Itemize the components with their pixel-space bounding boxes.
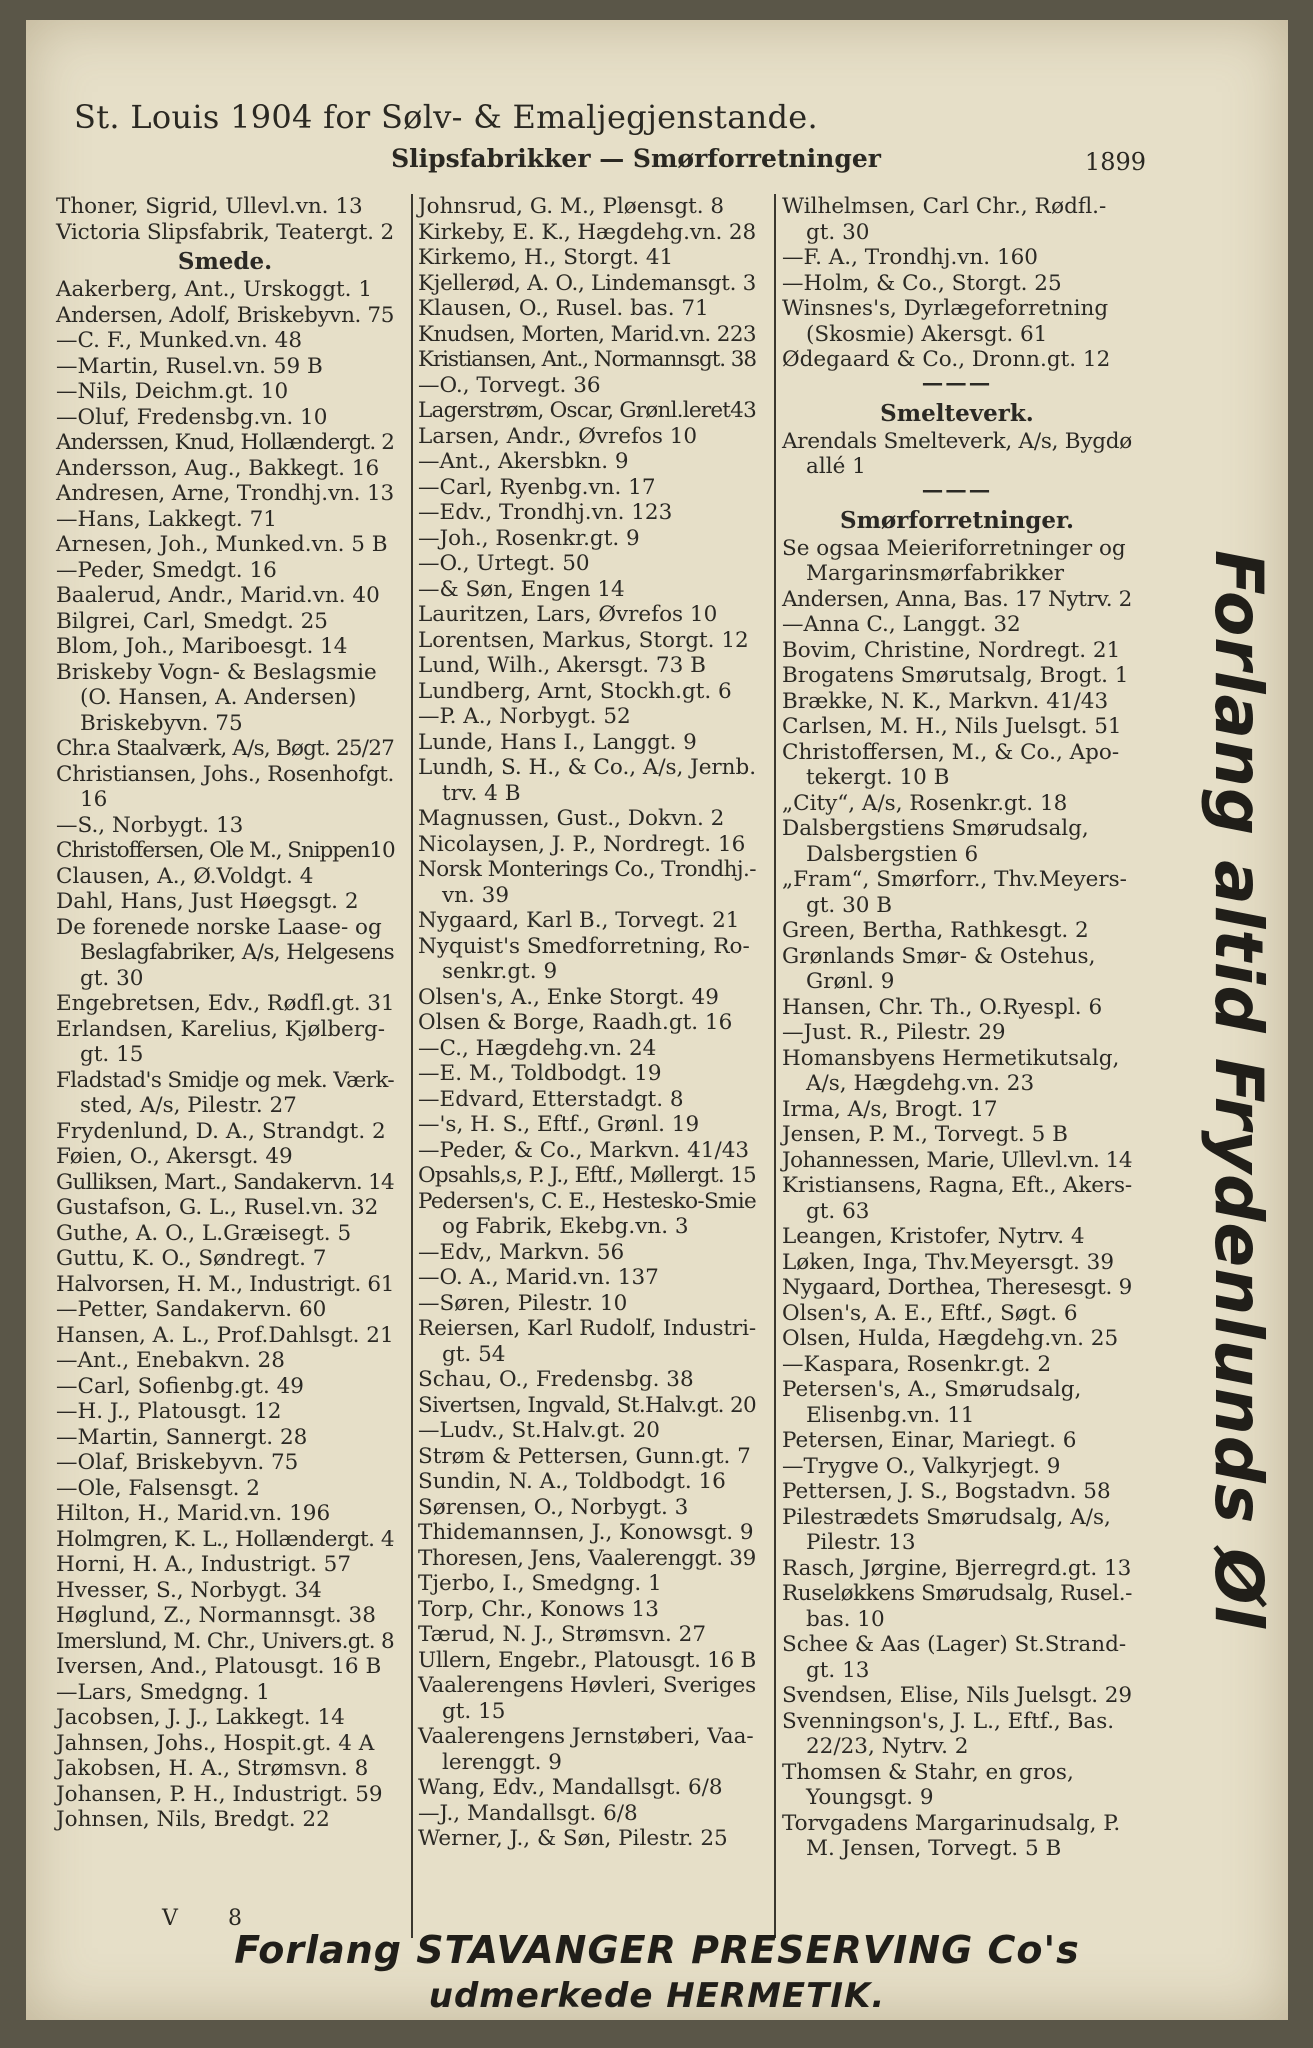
directory-entry: M. Jensen, Torvegt. 5 B <box>806 1836 1062 1861</box>
directory-entry: Bilgrei, Carl, Smedgt. 25 <box>56 608 328 634</box>
directory-entry: Norsk Monterings Co., Trondhj.- <box>418 857 756 882</box>
directory-entry: Thomsen & Stahr, en gros, <box>782 1759 1074 1785</box>
directory-entry: Kjellerød, A. O., Lindemansgt. 3 <box>418 270 756 296</box>
directory-entry: Thoner, Sigrid, Ullevl.vn. 13 <box>56 194 363 219</box>
directory-entry: Nyquist's Smedforretning, Ro- <box>418 933 750 959</box>
directory-entry: tekergt. 10 B <box>806 765 950 790</box>
footer-advertisement-line-1: Forlang STAVANGER PRESERVING Co's <box>234 1928 1080 1972</box>
directory-entry: —Trygve O., Valkyrjegt. 9 <box>782 1453 1061 1479</box>
directory-entry: Høglund, Z., Normannsgt. 38 <box>56 1603 376 1628</box>
directory-entry: Svenningson's, J. L., Eftf., Bas. <box>782 1708 1115 1734</box>
directory-entry: —Anna C., Langgt. 32 <box>782 612 1021 637</box>
directory-entry: bas. 10 <box>806 1606 885 1632</box>
section-separator: ——— <box>921 370 993 396</box>
directory-entry: Dalsbergstien 6 <box>806 841 979 867</box>
directory-entry: Iversen, And., Platousgt. 16 B <box>56 1654 382 1679</box>
directory-entry: Horni, H. A., Industrigt. 57 <box>56 1552 352 1577</box>
directory-entry: allé 1 <box>806 454 866 479</box>
directory-entry: Sundin, N. A., Toldbodgt. 16 <box>418 1469 726 1494</box>
directory-entry: —Kaspara, Rosenkr.gt. 2 <box>782 1351 1052 1377</box>
directory-entry: Pedersen's, C. E., Hestesko-Smie <box>418 1188 756 1214</box>
directory-entry: Engebretsen, Edv., Rødfl.gt. 31 <box>56 991 395 1016</box>
directory-entry: Beslagfabriker, A/s, Helgesens <box>80 940 394 965</box>
directory-entry: —Lars, Smedgng. 1 <box>56 1679 270 1705</box>
directory-entry: Leangen, Kristofer, Nytrv. 4 <box>782 1224 1085 1249</box>
section-heading: Smørforretninger. <box>839 506 1075 534</box>
directory-entry: —Ludv., St.Halv.gt. 20 <box>418 1418 660 1443</box>
directory-entry: —J., Mandallsgt. 6/8 <box>418 1800 638 1826</box>
directory-entry: Ødegaard & Co., Dronn.gt. 12 <box>782 347 1111 372</box>
directory-entry: —O., Urtegt. 50 <box>418 551 590 576</box>
directory-entry: Kristiansens, Ragna, Eft., Akers- <box>782 1173 1132 1198</box>
directory-entry: —Petter, Sandakervn. 60 <box>56 1297 327 1322</box>
directory-entry: Hansen, Chr. Th., O.Ryespl. 6 <box>782 994 1103 1020</box>
directory-entry: Johannessen, Marie, Ullevl.vn. 14 <box>782 1147 1132 1173</box>
directory-entry: Olsen's, A. E., Eftf., Søgt. 6 <box>782 1300 1078 1326</box>
directory-entry: Clausen, A., Ø.Voldgt. 4 <box>56 863 314 889</box>
directory-entry: —'s, H. S., Eftf., Grønl. 19 <box>418 1112 700 1137</box>
directory-entry: Homansbyens Hermetikutsalg, <box>782 1045 1120 1071</box>
directory-entry: Youngsgt. 9 <box>806 1785 934 1810</box>
directory-entry: —C. F., Munked.vn. 48 <box>56 328 303 353</box>
directory-entry: gt. 30 B <box>806 892 893 918</box>
directory-entry: Guthe, A. O., L.Græisegt. 5 <box>56 1220 352 1246</box>
directory-entry: Magnussen, Gust., Dokvn. 2 <box>418 806 725 831</box>
directory-entry: Carlsen, M. H., Nils Juelsgt. 51 <box>782 714 1122 739</box>
directory-entry: —Holm, & Co., Storgt. 25 <box>782 270 1062 296</box>
directory-entry: Fladstad's Smidje og mek. Værk- <box>56 1067 394 1093</box>
directory-entry: Andersson, Aug., Bakkegt. 16 <box>56 455 380 481</box>
directory-entry: Jahnsen, Johs., Hospit.gt. 4 A <box>56 1730 375 1756</box>
directory-entry: 22/23, Nytrv. 2 <box>806 1734 969 1759</box>
signature-number: 8 <box>228 1906 242 1931</box>
directory-entry: Halvorsen, H. M., Industrigt. 61 <box>56 1271 394 1297</box>
directory-entry: Lundberg, Arnt, Stockh.gt. 6 <box>418 678 732 704</box>
directory-entry: Christoffersen, M., & Co., Apo- <box>782 739 1120 765</box>
directory-entry: —S., Norbygt. 13 <box>56 812 244 838</box>
directory-entry: Pettersen, J. S., Bogstadvn. 58 <box>782 1479 1111 1504</box>
directory-entry: lerenggt. 9 <box>442 1749 562 1775</box>
directory-entry: Victoria Slipsfabrik, Teatergt. 2 <box>56 219 394 245</box>
directory-entry: —Carl, Sofienbg.gt. 49 <box>56 1373 304 1399</box>
directory-entry: —Ole, Falsensgt. 2 <box>56 1475 260 1501</box>
directory-entry: Tærud, N. J., Strømsvn. 27 <box>418 1622 707 1647</box>
footer-advertisement-line-2: udmerkede HERMETIK. <box>428 1976 886 2016</box>
signature-letter: V <box>162 1906 178 1931</box>
directory-entry: „Fram“, Smørforr., Thv.Meyers- <box>782 867 1127 892</box>
directory-entry: Brogatens Smørutsalg, Brogt. 1 <box>782 663 1129 688</box>
directory-entry: Guttu, K. O., Søndregt. 7 <box>56 1246 327 1271</box>
directory-entry: Andersen, Adolf, Briskebyvn. 75 <box>56 302 395 328</box>
directory-entry: Grønlands Smør- & Ostehus, <box>782 943 1096 969</box>
directory-entry: Jacobsen, J. J., Lakkegt. 14 <box>56 1705 345 1730</box>
directory-entry: Klausen, O., Rusel. bas. 71 <box>418 296 709 321</box>
directory-entry: Vaalerengens Jernstøberi, Vaa- <box>418 1724 754 1749</box>
directory-entry: —C., Hægdehg.vn. 24 <box>418 1035 657 1061</box>
directory-entry: Elisenbg.vn. 11 <box>806 1402 975 1428</box>
directory-entry: Ruseløkkens Smørudsalg, Rusel.- <box>782 1581 1132 1606</box>
directory-entry: —Martin, Sannergt. 28 <box>56 1424 308 1450</box>
directory-entry: Erlandsen, Karelius, Kjølberg- <box>56 1016 386 1042</box>
column-divider <box>774 194 776 1938</box>
directory-entry: Kristiansen, Ant., Normannsgt. 38 <box>418 347 756 372</box>
directory-entry: —Nils, Deichm.gt. 10 <box>56 379 289 404</box>
directory-entry: Ullern, Engebr., Platousgt. 16 B <box>418 1647 756 1673</box>
directory-entry: Thoresen, Jens, Vaalerenggt. 39 <box>418 1545 756 1571</box>
column-1 <box>56 194 394 1914</box>
directory-entry: Olsen & Borge, Raadh.gt. 16 <box>418 1010 733 1035</box>
directory-entry: Blom, Joh., Mariboesgt. 14 <box>56 634 348 659</box>
directory-entry: —Ant., Enebakvn. 28 <box>56 1348 285 1373</box>
directory-entry: Thidemannsen, J., Konowsgt. 9 <box>418 1520 754 1545</box>
directory-entry: Anderssen, Knud, Hollændergt. 2 <box>56 430 394 455</box>
directory-entry: Briskeby Vogn- & Beslagsmie <box>56 659 377 685</box>
directory-entry: —Hans, Lakkegt. 71 <box>56 506 277 532</box>
directory-entry: Werner, J., & Søn, Pilestr. 25 <box>418 1826 728 1851</box>
directory-entry: gt. 54 <box>442 1341 506 1367</box>
directory-entry: Tjerbo, I., Smedgng. 1 <box>418 1571 662 1596</box>
directory-entry: A/s, Hægdehg.vn. 23 <box>806 1071 1035 1096</box>
directory-entry: Lundh, S. H., & Co., A/s, Jernb. <box>418 755 756 780</box>
directory-entry: Sivertsen, Ingvald, St.Halv.gt. 20 <box>418 1392 756 1418</box>
directory-entry: Chr.a Staalværk, A/s, Bøgt. 25/27 <box>56 736 395 761</box>
directory-entry: Olsen, Hulda, Hægdehg.vn. 25 <box>782 1326 1119 1351</box>
directory-entry: Føien, O., Akersgt. 49 <box>56 1144 293 1169</box>
directory-entry: —O., Torvegt. 36 <box>418 372 601 398</box>
section-heading: Smede. <box>177 248 273 275</box>
directory-entry: Sørensen, O., Norbygt. 3 <box>418 1494 689 1520</box>
section-separator: ——— <box>921 477 993 503</box>
directory-entry: Strøm & Pettersen, Gunn.gt. 7 <box>418 1443 751 1469</box>
page-number: 1899 <box>1084 148 1146 176</box>
directory-entry: vn. 39 <box>442 882 510 908</box>
directory-entry: Reiersen, Karl Rudolf, Industri- <box>418 1316 756 1341</box>
directory-entry: Torp, Chr., Konows 13 <box>418 1596 659 1622</box>
directory-entry: Pilestrædets Smørudsalg, A/s, <box>782 1504 1111 1530</box>
directory-entry: Margarinsmørfabrikker <box>806 561 1065 586</box>
directory-entry: —Edv,, Markvn. 56 <box>418 1239 625 1265</box>
directory-entry: Vaalerengens Høvleri, Sveriges <box>418 1673 756 1698</box>
directory-entry: —Martin, Rusel.vn. 59 B <box>56 353 323 379</box>
directory-entry: Grønl. 9 <box>806 969 895 994</box>
directory-entry: —Peder, Smedgt. 16 <box>56 557 277 583</box>
directory-entry: (O. Hansen, A. Andersen) <box>80 685 357 710</box>
directory-entry: Hilton, H., Marid.vn. 196 <box>56 1501 331 1526</box>
directory-entry: Lauritzen, Lars, Øvrefos 10 <box>418 602 718 627</box>
directory-entry: Johnsen, Nils, Bredgt. 22 <box>56 1807 330 1832</box>
directory-entry: 16 <box>80 787 108 812</box>
directory-entry: Christoffersen, Ole M., Snippen10 <box>56 838 395 863</box>
directory-entry: Brække, N. K., Markvn. 41/43 <box>782 688 1109 714</box>
directory-entry: —P. A., Norbygt. 52 <box>418 704 631 729</box>
directory-entry: Aakerberg, Ant., Urskoggt. 1 <box>56 277 373 302</box>
running-head <box>26 144 1288 184</box>
directory-entry: Nygaard, Dorthea, Theresesgt. 9 <box>782 1275 1132 1300</box>
directory-entry: Lund, Wilh., Akersgt. 73 B <box>418 653 706 678</box>
directory-entry: —& Søn, Engen 14 <box>418 576 625 602</box>
directory-entry: —Olaf, Briskebyvn. 75 <box>56 1450 299 1475</box>
directory-entry: —Just. R., Pilestr. 29 <box>782 1020 1006 1045</box>
directory-entry: trv. 4 B <box>442 780 521 806</box>
directory-entry: Kirkeby, E. K., Hægdehg.vn. 28 <box>418 219 756 245</box>
directory-entry: Opsahls,s, P. J., Eftf., Møllergt. 15 <box>418 1163 756 1188</box>
directory-entry: Bovim, Christine, Nordregt. 21 <box>782 637 1121 663</box>
directory-entry: Green, Bertha, Rathkesgt. 2 <box>782 918 1089 943</box>
directory-entry: Arendals Smelteverk, A/s, Bygdø <box>782 428 1132 454</box>
section-heading: Smelteverk. <box>880 399 1034 427</box>
directory-entry: Nygaard, Karl B., Torvegt. 21 <box>418 908 740 933</box>
directory-entry: Lorentsen, Markus, Storgt. 12 <box>418 627 749 653</box>
directory-entry: Christiansen, Johs., Rosenhofgt. <box>56 761 394 787</box>
directory-entry: Winsnes's, Dyrlægeforretning <box>782 296 1109 321</box>
directory-entry: Dalsbergstiens Smørudsalg, <box>782 816 1089 841</box>
directory-entry: gt. 15 <box>442 1698 506 1724</box>
directory-entry: De forenede norske Laase- og <box>56 914 382 940</box>
directory-entry: Gustafson, G. L., Rusel.vn. 32 <box>56 1195 379 1220</box>
side-advertisement: Forlang altid Frydenlunds Øl <box>1200 550 1277 1630</box>
directory-entry: —Joh., Rosenkr.gt. 9 <box>418 525 640 551</box>
directory-entry: Olsen's, A., Enke Storgt. 49 <box>418 984 719 1010</box>
directory-entry: —Oluf, Fredensbg.vn. 10 <box>56 404 328 430</box>
directory-entry: Torvgadens Margarinudsalg, P. <box>782 1810 1121 1836</box>
directory-entry: (Skosmie) Akersgt. 61 <box>806 321 1048 347</box>
directory-entry: gt. 63 <box>806 1198 870 1224</box>
directory-entry: —F. A., Trondhj.vn. 160 <box>782 245 1038 270</box>
directory-entry: gt. 30 <box>806 219 870 245</box>
section-title: Slipsfabrikker — Smørforretninger <box>391 144 881 173</box>
directory-entry: Lagerstrøm, Oscar, Grønl.leret43 <box>418 398 756 423</box>
directory-entry: Baalerud, Andr., Marid.vn. 40 <box>56 583 380 608</box>
directory-entry: Petersen's, A., Smørudsalg, <box>782 1377 1082 1402</box>
directory-entry: Løken, Inga, Thv.Meyersgt. 39 <box>782 1249 1115 1275</box>
directory-entry: Schee & Aas (Lager) St.Strand- <box>782 1632 1127 1657</box>
directory-entry: Johansen, P. H., Industrigt. 59 <box>56 1781 383 1807</box>
directory-entry: Holmgren, K. L., Hollændergt. 4 <box>56 1526 394 1552</box>
directory-entry: Imerslund, M. Chr., Univers.gt. 8 <box>56 1628 394 1654</box>
directory-entry: —Edvard, Etterstadgt. 8 <box>418 1086 684 1112</box>
directory-entry: „City“, A/s, Rosenkr.gt. 18 <box>782 790 1068 816</box>
directory-entry: Petersen, Einar, Mariegt. 6 <box>782 1428 1077 1453</box>
directory-entry: Wilhelmsen, Carl Chr., Rødfl.- <box>782 194 1107 219</box>
directory-entry: Wang, Edv., Mandallsgt. 6/8 <box>418 1775 723 1800</box>
directory-entry: Irma, A/s, Brogt. 17 <box>782 1096 998 1122</box>
directory-entry: —H. J., Platousgt. 12 <box>56 1399 282 1424</box>
directory-entry: —Ant., Akersbkn. 9 <box>418 449 629 474</box>
directory-entry: Dahl, Hans, Just Høegsgt. 2 <box>56 889 359 914</box>
directory-entry: og Fabrik, Ekebg.vn. 3 <box>442 1214 689 1239</box>
directory-entry: gt. 15 <box>80 1042 144 1067</box>
directory-entry: Andersen, Anna, Bas. 17 Nytrv. 2 <box>782 586 1132 612</box>
directory-entry: Johnsrud, G. M., Pløensgt. 8 <box>418 194 725 219</box>
directory-entry: Svendsen, Elise, Nils Juelsgt. 29 <box>782 1683 1132 1708</box>
header-advertisement: St. Louis 1904 for Sølv- & Emaljegjenstande. <box>74 98 818 136</box>
directory-entry: Jakobsen, H. A., Strømsvn. 8 <box>56 1756 369 1781</box>
directory-entry: Andresen, Arne, Trondhj.vn. 13 <box>56 481 394 506</box>
directory-entry: Hansen, A. L., Prof.Dahlsgt. 21 <box>56 1322 394 1348</box>
directory-entry: sted, A/s, Pilestr. 27 <box>80 1093 297 1118</box>
directory-entry: Se ogsaa Meieriforretninger og <box>782 535 1126 561</box>
directory-entry: Jensen, P. M., Torvegt. 5 B <box>782 1122 1068 1147</box>
directory-entry: Schau, O., Fredensbg. 38 <box>418 1367 694 1392</box>
directory-entry: Larsen, Andr., Øvrefos 10 <box>418 423 698 449</box>
directory-entry: Gulliksen, Mart., Sandakervn. 14 <box>56 1169 394 1195</box>
directory-entry: Knudsen, Morten, Marid.vn. 223 <box>418 321 756 347</box>
directory-entry: —Søren, Pilestr. 10 <box>418 1290 628 1316</box>
directory-entry: Hvesser, S., Norbygt. 34 <box>56 1577 322 1603</box>
directory-entry: Rasch, Jørgine, Bjerregrd.gt. 13 <box>782 1555 1132 1581</box>
directory-page <box>26 20 1288 2020</box>
directory-entry: gt. 13 <box>806 1657 870 1683</box>
directory-entry: —Peder, & Co., Markvn. 41/43 <box>418 1137 750 1163</box>
directory-entry: Kirkemo, H., Storgt. 41 <box>418 245 674 270</box>
directory-entry: Frydenlund, D. A., Strandgt. 2 <box>56 1118 386 1144</box>
directory-entry: —E. M., Toldbodgt. 19 <box>418 1061 662 1086</box>
directory-entry: gt. 30 <box>80 965 144 991</box>
column-2 <box>418 194 756 1914</box>
directory-entry: Lunde, Hans I., Langgt. 9 <box>418 729 697 755</box>
directory-entry: Pilestr. 13 <box>806 1530 916 1555</box>
column-3 <box>782 194 1132 1914</box>
directory-entry: Nicolaysen, J. P., Nordregt. 16 <box>418 831 746 857</box>
directory-entry: Arnesen, Joh., Munked.vn. 5 B <box>56 532 388 557</box>
column-divider <box>411 194 413 1938</box>
directory-entry: senkr.gt. 9 <box>442 959 558 984</box>
directory-entry: —Carl, Ryenbg.vn. 17 <box>418 474 656 500</box>
directory-entry: Briskebyvn. 75 <box>80 710 243 736</box>
directory-entry: —O. A., Marid.vn. 137 <box>418 1265 659 1290</box>
directory-entry: —Edv., Trondhj.vn. 123 <box>418 500 673 525</box>
